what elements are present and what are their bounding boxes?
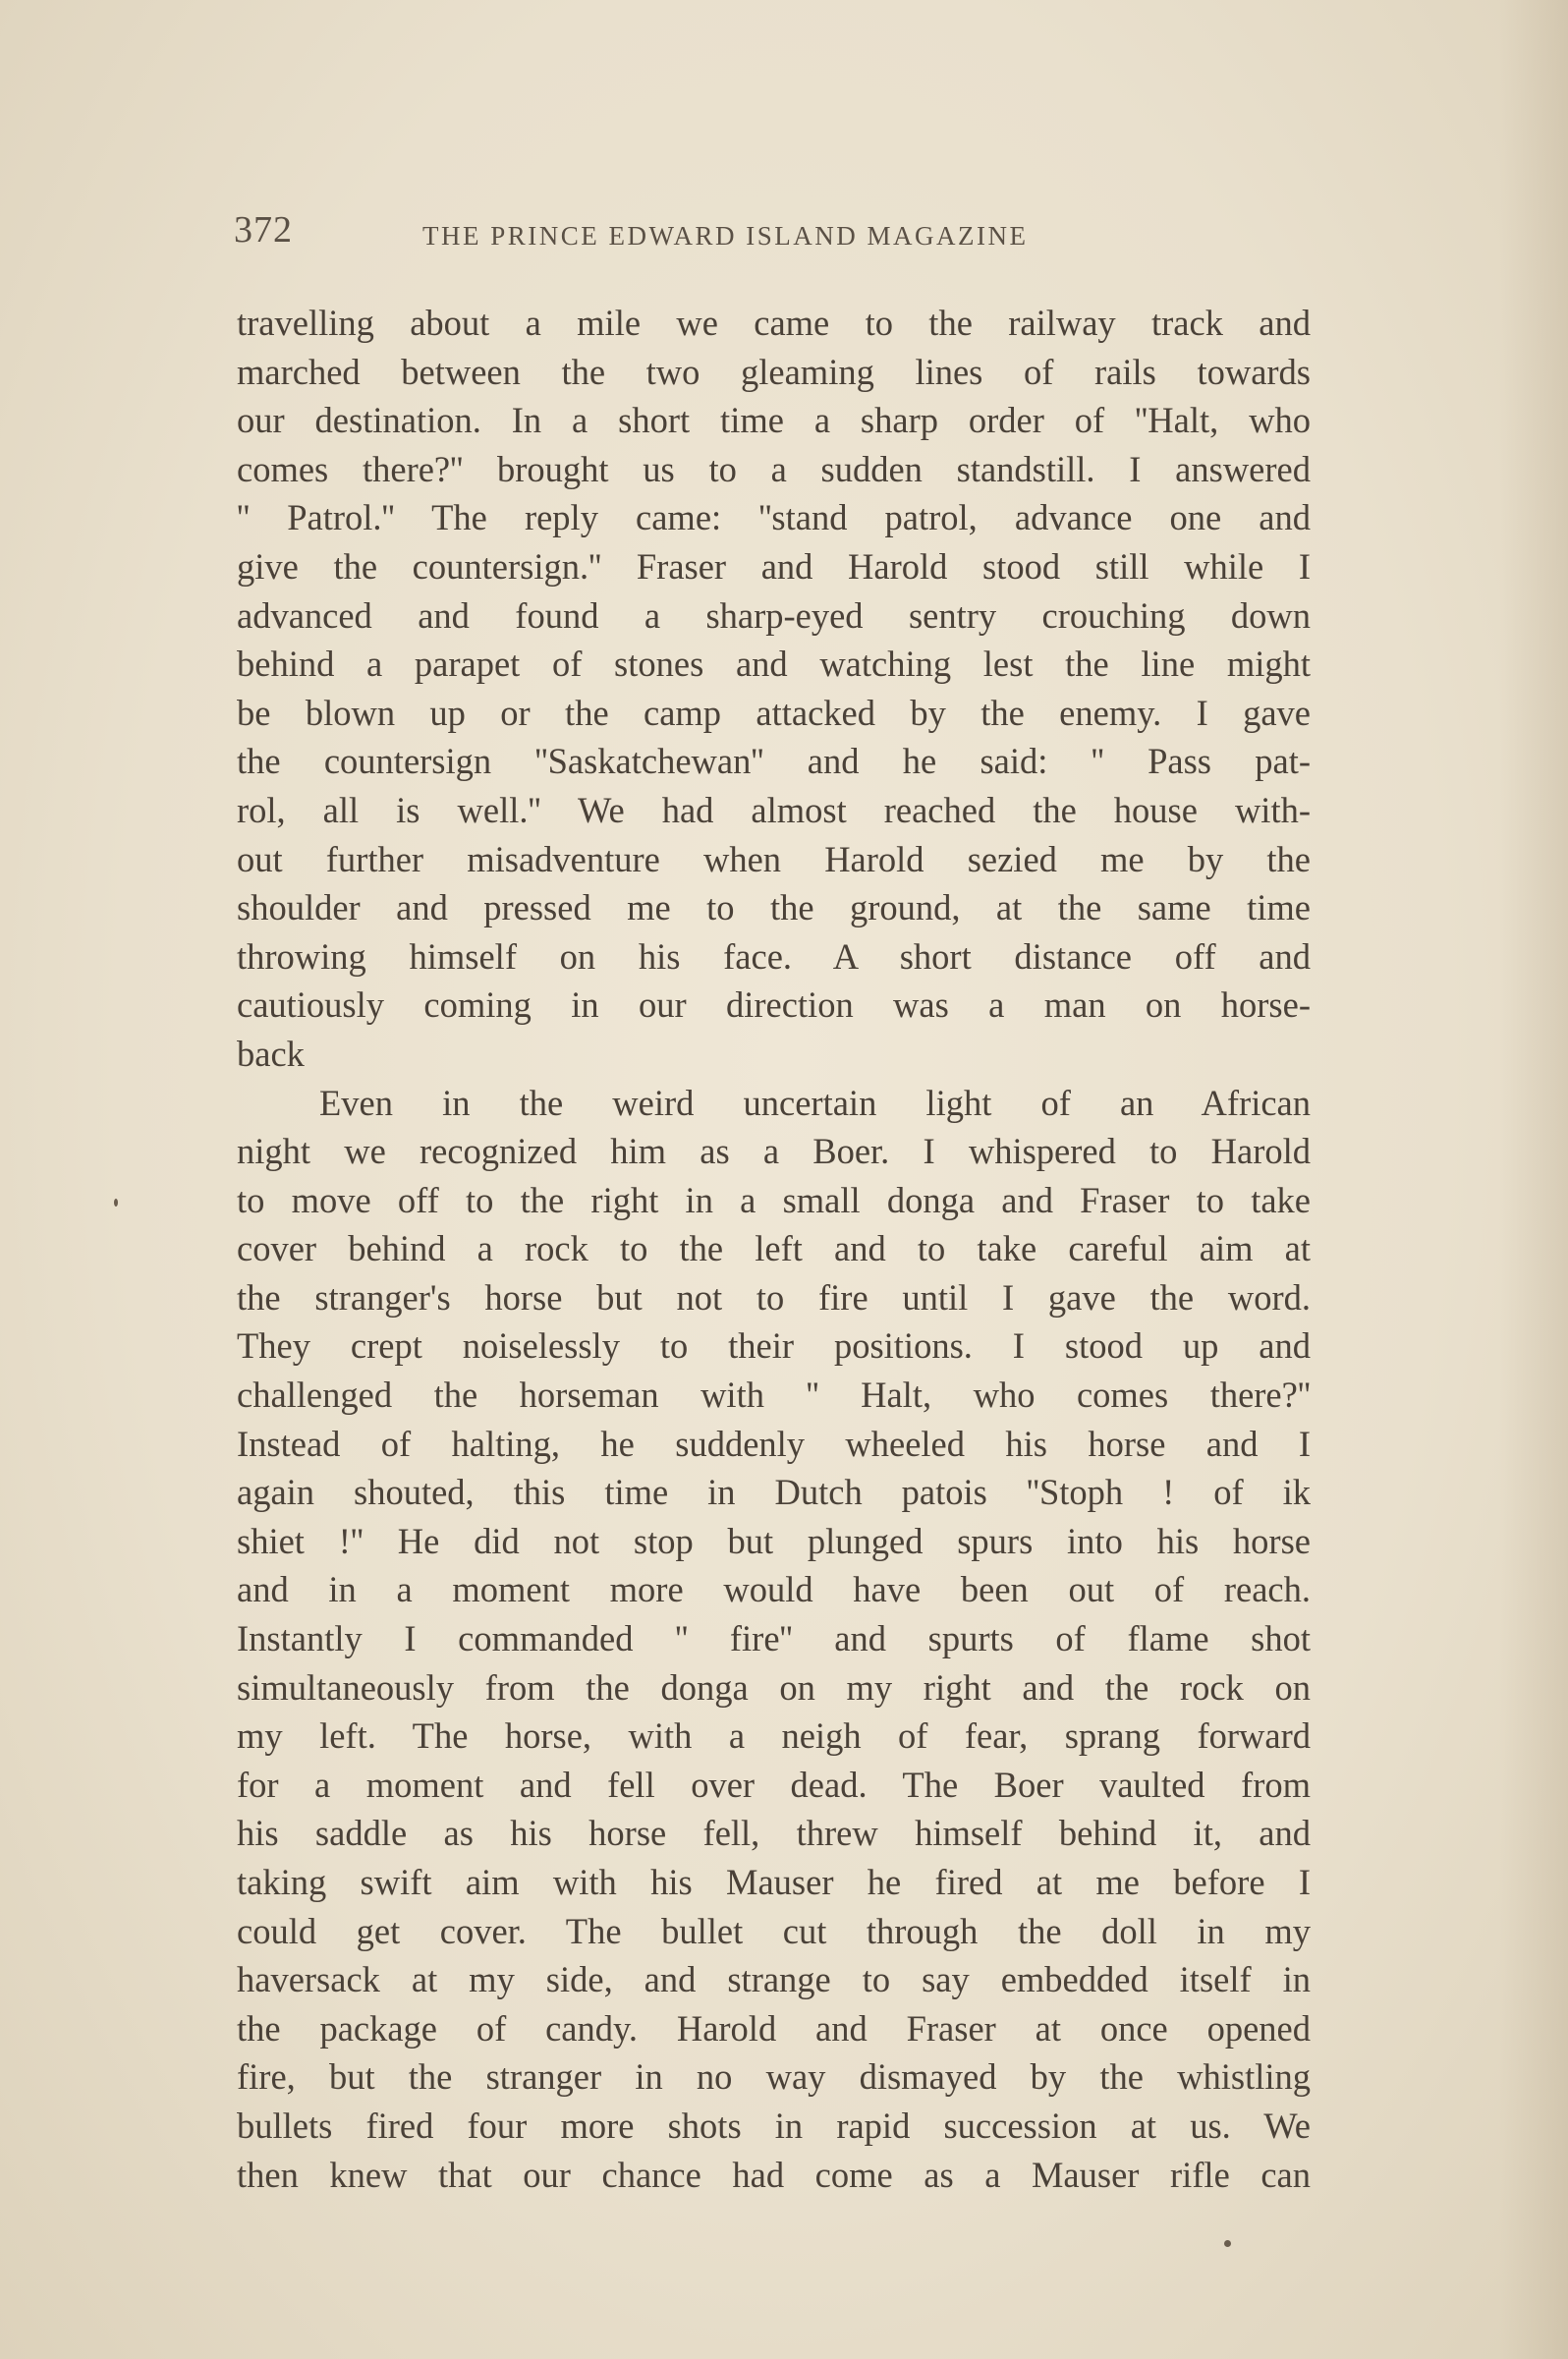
text-line: Even in the weird uncertain light of an African bbox=[319, 1082, 1311, 1123]
page-number: 372 bbox=[234, 209, 293, 251]
text-line: Instantly I commanded '' fire'' and spurts of flame shot bbox=[237, 1618, 1311, 1659]
text-line: cautiously coming in our direction was a man on horse- bbox=[237, 984, 1311, 1026]
text-line: for a moment and fell over dead. The Boer vaulted from bbox=[237, 1764, 1311, 1805]
text-line: the stranger's horse but not to fire until I gave the word. bbox=[237, 1276, 1311, 1318]
body-text bbox=[237, 299, 1311, 2199]
text-line: haversack at my side, and strange to say embedded itself in bbox=[237, 1959, 1311, 2000]
text-line: then knew that our chance had come as a Mauser rifle can bbox=[237, 2154, 1311, 2195]
text-line: challenged the horseman with '' Halt, who comes there?'' bbox=[237, 1375, 1311, 1416]
text-line: our destination. In a short time a sharp order of ''Halt, who bbox=[237, 400, 1311, 441]
paper-speck bbox=[114, 1199, 118, 1207]
text-line: be blown up or the camp attacked by the enemy. I gave bbox=[237, 692, 1311, 733]
paragraph-1 bbox=[237, 299, 1311, 1079]
text-line: throwing himself on his face. A short distance off and bbox=[237, 935, 1311, 977]
page-edge-shadow bbox=[1499, 0, 1568, 2359]
text-line: the package of candy. Harold and Fraser at once opened bbox=[237, 2007, 1311, 2049]
paper-speck bbox=[1224, 2240, 1231, 2247]
text-line: again shouted, this time in Dutch patois ''Stoph ! of ik bbox=[237, 1472, 1311, 1513]
text-line: fire, but the stranger in no way dismayed by the whistling bbox=[237, 2056, 1311, 2098]
text-line: out further misadventure when Harold sezied me by the bbox=[237, 838, 1311, 879]
text-line: comes there?'' brought us to a sudden standstill. I answered bbox=[237, 448, 1311, 489]
paragraph-2 bbox=[237, 1079, 1311, 2200]
page-header bbox=[234, 208, 1177, 257]
text-line: simultaneously from the donga on my right and the rock on bbox=[237, 1666, 1311, 1708]
text-line: could get cover. The bullet cut through the doll in my bbox=[237, 1910, 1311, 1951]
text-line: and in a moment more would have been out of reach. bbox=[237, 1569, 1311, 1610]
text-line: to move off to the right in a small donga and Fraser to take bbox=[237, 1179, 1311, 1220]
text-line: behind a parapet of stones and watching lest the line might bbox=[237, 644, 1311, 685]
text-line: Instead of halting, he suddenly wheeled his horse and I bbox=[237, 1423, 1311, 1464]
text-line: travelling about a mile we came to the railway track and bbox=[237, 303, 1311, 343]
text-line: shiet !'' He did not stop but plunged spurs into his horse bbox=[237, 1520, 1311, 1561]
text-line: my left. The horse, with a neigh of fear, sprang forward bbox=[237, 1715, 1311, 1757]
text-line: back bbox=[237, 1033, 305, 1074]
text-line: rol, all is well.'' We had almost reached the house with- bbox=[237, 789, 1311, 830]
text-line: shoulder and pressed me to the ground, at the same time bbox=[237, 887, 1311, 928]
text-line: give the countersign.'' Fraser and Harold stood still while I bbox=[237, 545, 1311, 587]
text-line: his saddle as his horse fell, threw himself behind it, and bbox=[237, 1813, 1311, 1854]
running-title: THE PRINCE EDWARD ISLAND MAGAZINE bbox=[422, 221, 1029, 251]
text-line: taking swift aim with his Mauser he fired at me before I bbox=[237, 1862, 1311, 1902]
text-line: the countersign ''Saskatchewan'' and he said: '' Pass pat- bbox=[237, 741, 1311, 782]
text-line: night we recognized him as a Boer. I whispered to Harold bbox=[237, 1131, 1311, 1172]
text-line: They crept noiselessly to their positions. I stood up and bbox=[237, 1325, 1311, 1367]
text-line: '' Patrol.'' The reply came: ''stand patrol, advance one and bbox=[237, 497, 1311, 538]
text-line: advanced and found a sharp-eyed sentry crouching down bbox=[237, 594, 1311, 636]
text-line: marched between the two gleaming lines of rails towards bbox=[237, 351, 1311, 392]
text-line: bullets fired four more shots in rapid succession at us. We bbox=[237, 2105, 1311, 2146]
text-line: cover behind a rock to the left and to take careful aim at bbox=[237, 1228, 1311, 1269]
